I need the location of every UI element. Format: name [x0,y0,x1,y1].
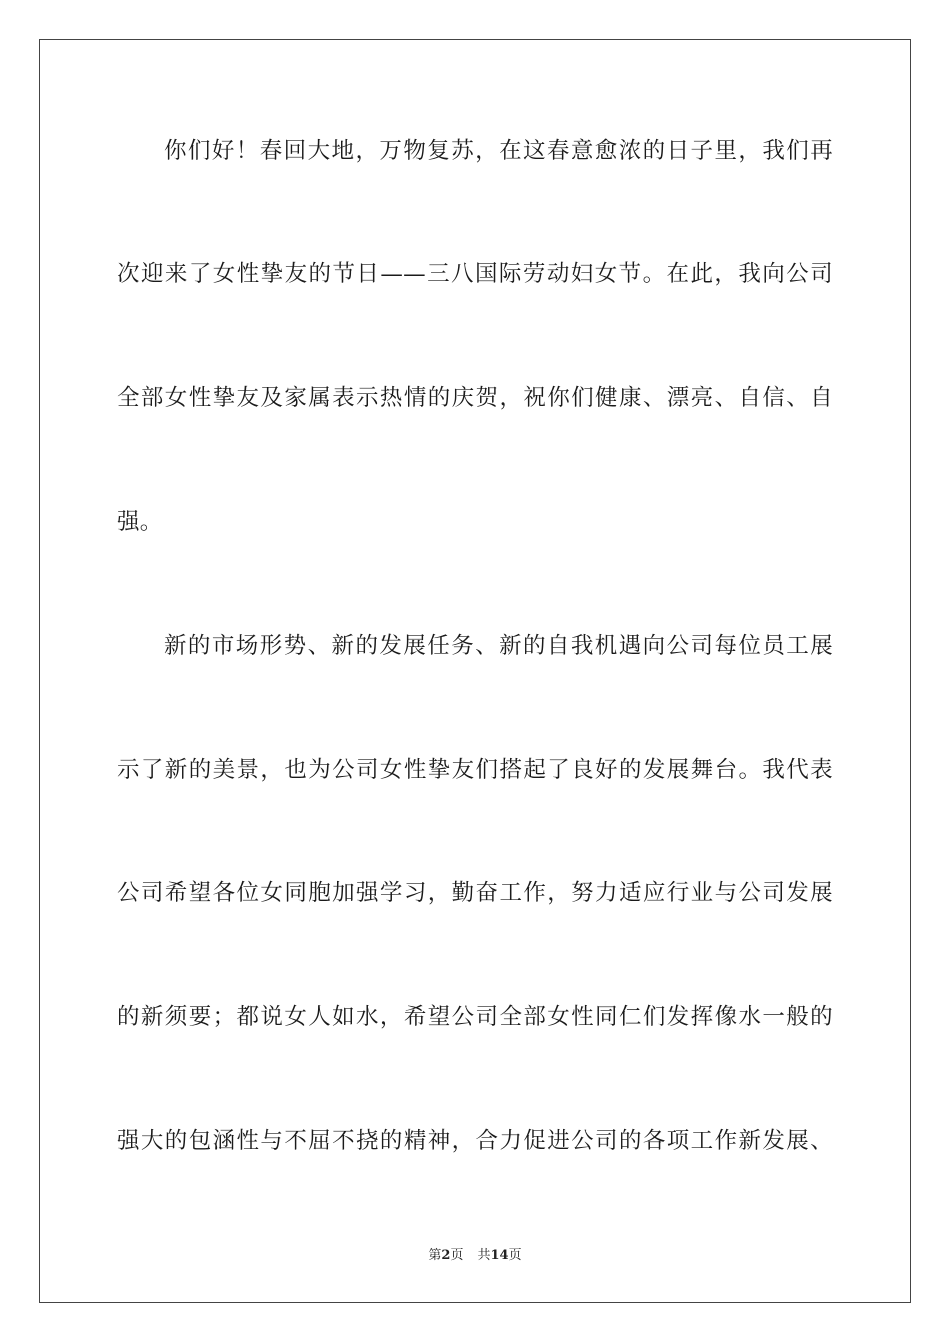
paragraph-2-line-3: 公司希望各位女同胞加强学习，勤奋工作，努力适应行业与公司发展 [117,880,833,906]
footer-page-suffix: 页 [450,1248,464,1263]
footer-page-prefix: 第 [428,1248,442,1263]
paragraph-2-line-2: 示了新的美景，也为公司女性挚友们搭起了良好的发展舞台。我代表 [117,757,833,783]
page-frame [39,39,911,1303]
paragraph-2-line-1: 新的市场形势、新的发展任务、新的自我机遇向公司每位员工展 [164,633,833,659]
paragraph-1-line-4: 强。 [117,509,163,535]
paragraph-1-line-1: 你们好！春回大地，万物复苏，在这春意愈浓的日子里，我们再 [164,138,833,164]
footer-total-pages: 14 [490,1248,509,1263]
footer-total-prefix: 共 [477,1248,491,1263]
paragraph-1-line-3: 全部女性挚友及家属表示热情的庆贺，祝你们健康、漂亮、自信、自 [117,385,833,411]
page-footer [0,1247,950,1265]
paragraph-2-line-4: 的新须要；都说女人如水，希望公司全部女性同仁们发挥像水一般的 [117,1004,833,1030]
paragraph-1-line-2: 次迎来了女性挚友的节日——三八国际劳动妇女节。在此，我向公司 [117,261,833,287]
footer-total-suffix: 页 [508,1248,522,1263]
footer-page-number: 2 [441,1248,451,1263]
paragraph-2-line-5: 强大的包涵性与不屈不挠的精神，合力促进公司的各项工作新发展、 [117,1128,833,1154]
